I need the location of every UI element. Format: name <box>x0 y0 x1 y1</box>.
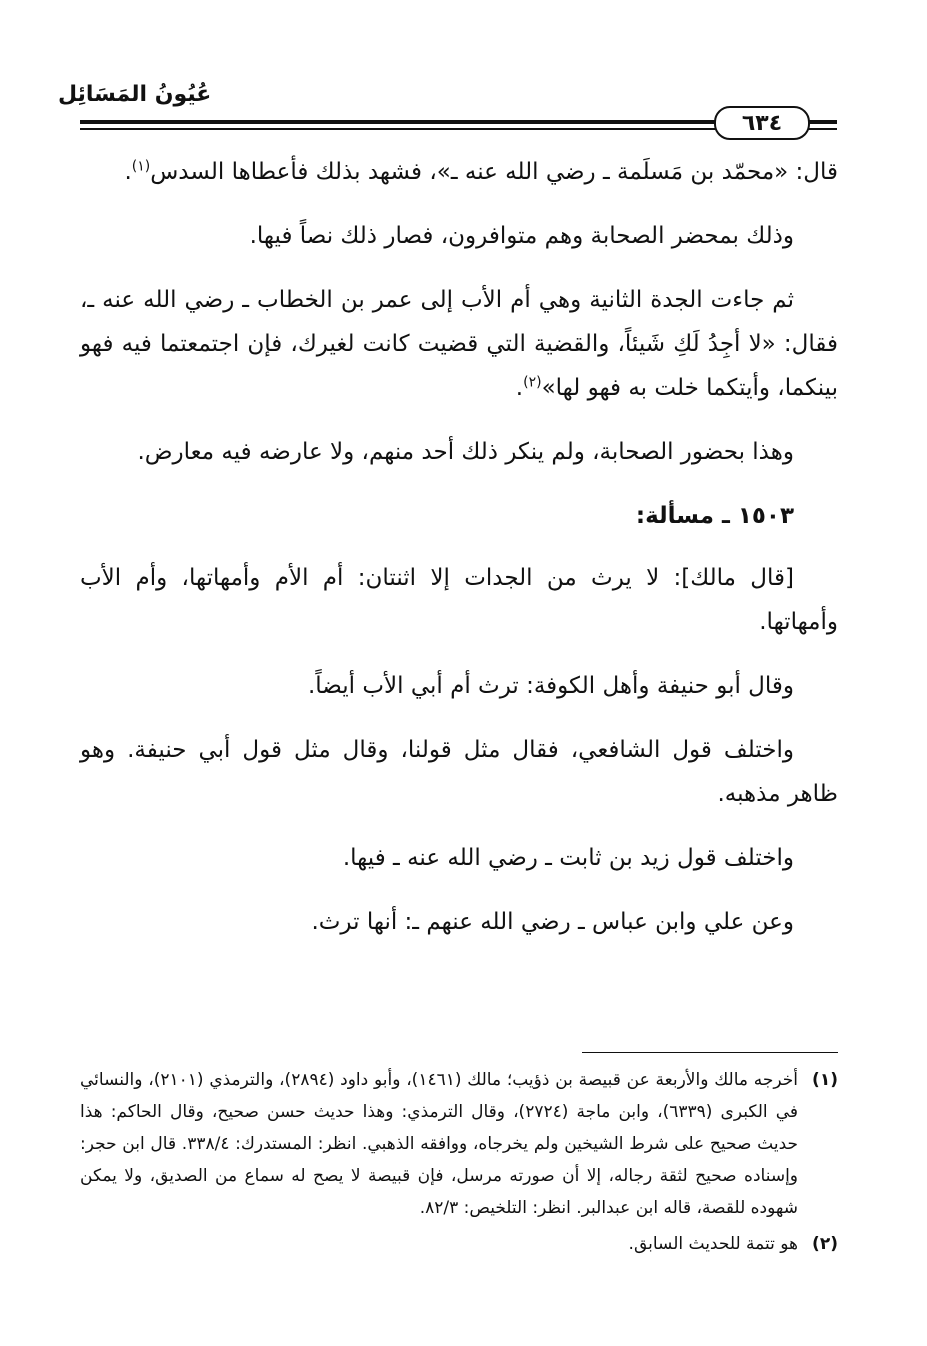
running-header-title: عُيُونُ المَسَائِل <box>58 82 212 107</box>
paragraph-1-text: قال: «محمّد بن مَسلَمة ـ رضي الله عنه ـ»، فشهد بذلك فأعطاها السدس <box>150 159 838 185</box>
paragraph-9: وعن علي وابن عباس ـ رضي الله عنهم ـ: أنها ترث. <box>311 909 794 935</box>
footnote-1 <box>80 1064 838 1224</box>
paragraph-3-end: . <box>515 375 524 401</box>
paragraph-1-end: . <box>124 159 132 185</box>
paragraph-2: وذلك بمحضر الصحابة وهم متوافرون، فصار ذلك نصاً فيها. <box>249 223 794 249</box>
page-number: ٦٣٤ <box>714 106 810 140</box>
paragraph-7: واختلف قول الشافعي، فقال مثل قولنا، وقال مثل قول أبي حنيفة. وهو ظاهر مذهبه. <box>80 737 838 807</box>
paragraph-3 <box>80 278 838 410</box>
footnotes <box>80 1064 838 1264</box>
paragraph-1 <box>80 150 838 194</box>
footnote-2-text: هو تتمة للحديث السابق. <box>628 1234 798 1254</box>
footnote-2 <box>80 1228 838 1260</box>
paragraph-8: واختلف قول زيد بن ثابت ـ رضي الله عنه ـ فيها. <box>342 845 794 871</box>
footnote-separator <box>582 1052 838 1053</box>
footnote-2-number: (٢) <box>812 1234 838 1254</box>
footnote-ref-2: (٢) <box>523 374 542 391</box>
footnote-1-text: أخرجه مالك والأربعة عن قبيصة بن ذؤيب؛ مالك (١٤٦١)، وأبو داود (٢٨٩٤)، والترمذي (٢١٠١)، والنسائي في الكبرى (٦٣٣٩)، وابن ماجة (٢٧٢٤)، وقال الترمذي: وهذا حديث حسن صحيح، وقال الحاكم: هذا حديث صحيح على شرط الشيخين ولم يخرجاه، ووافقه الذهبي. انظر: المستدرك: ٣٣٨/٤. قال ابن حجر: وإسناده صحيح لثقة رجاله، إلا أن صورته مرسل، فإن قبيصة لا يصح له سماع من الصديق، ولا يمكن شهوده للقصة، قاله ابن عبدالبر. انظر: التلخيص: ٨٢/٣. <box>80 1070 799 1218</box>
main-text <box>80 150 838 964</box>
paragraph-3-text: ثم جاءت الجدة الثانية وهي أم الأب إلى عمر بن الخطاب ـ رضي الله عنه ـ، فقال: «لا أجِدُ لَكِ شَيئاً، والقضية التي قضيت كانت لغيرك، فإن اجتمعتما فيه فهو بينكما، وأيتكما خلت به فهو لها» <box>80 287 838 401</box>
paragraph-4: وهذا بحضور الصحابة، ولم ينكر ذلك أحد منهم، ولا عارضه فيه معارض. <box>137 439 794 465</box>
paragraph-5: [قال مالك]: لا يرث من الجدات إلا اثنتان: أم الأم وأمهاتها، وأم الأب وأمهاتها. <box>80 565 838 635</box>
paragraph-6: وقال أبو حنيفة وأهل الكوفة: ترث أم أبي الأب أيضاً. <box>307 673 794 699</box>
footnote-ref-1: (١) <box>131 158 151 175</box>
footnote-1-number: (١) <box>812 1070 838 1090</box>
section-heading: ١٥٠٣ ـ مسألة: <box>635 503 794 529</box>
